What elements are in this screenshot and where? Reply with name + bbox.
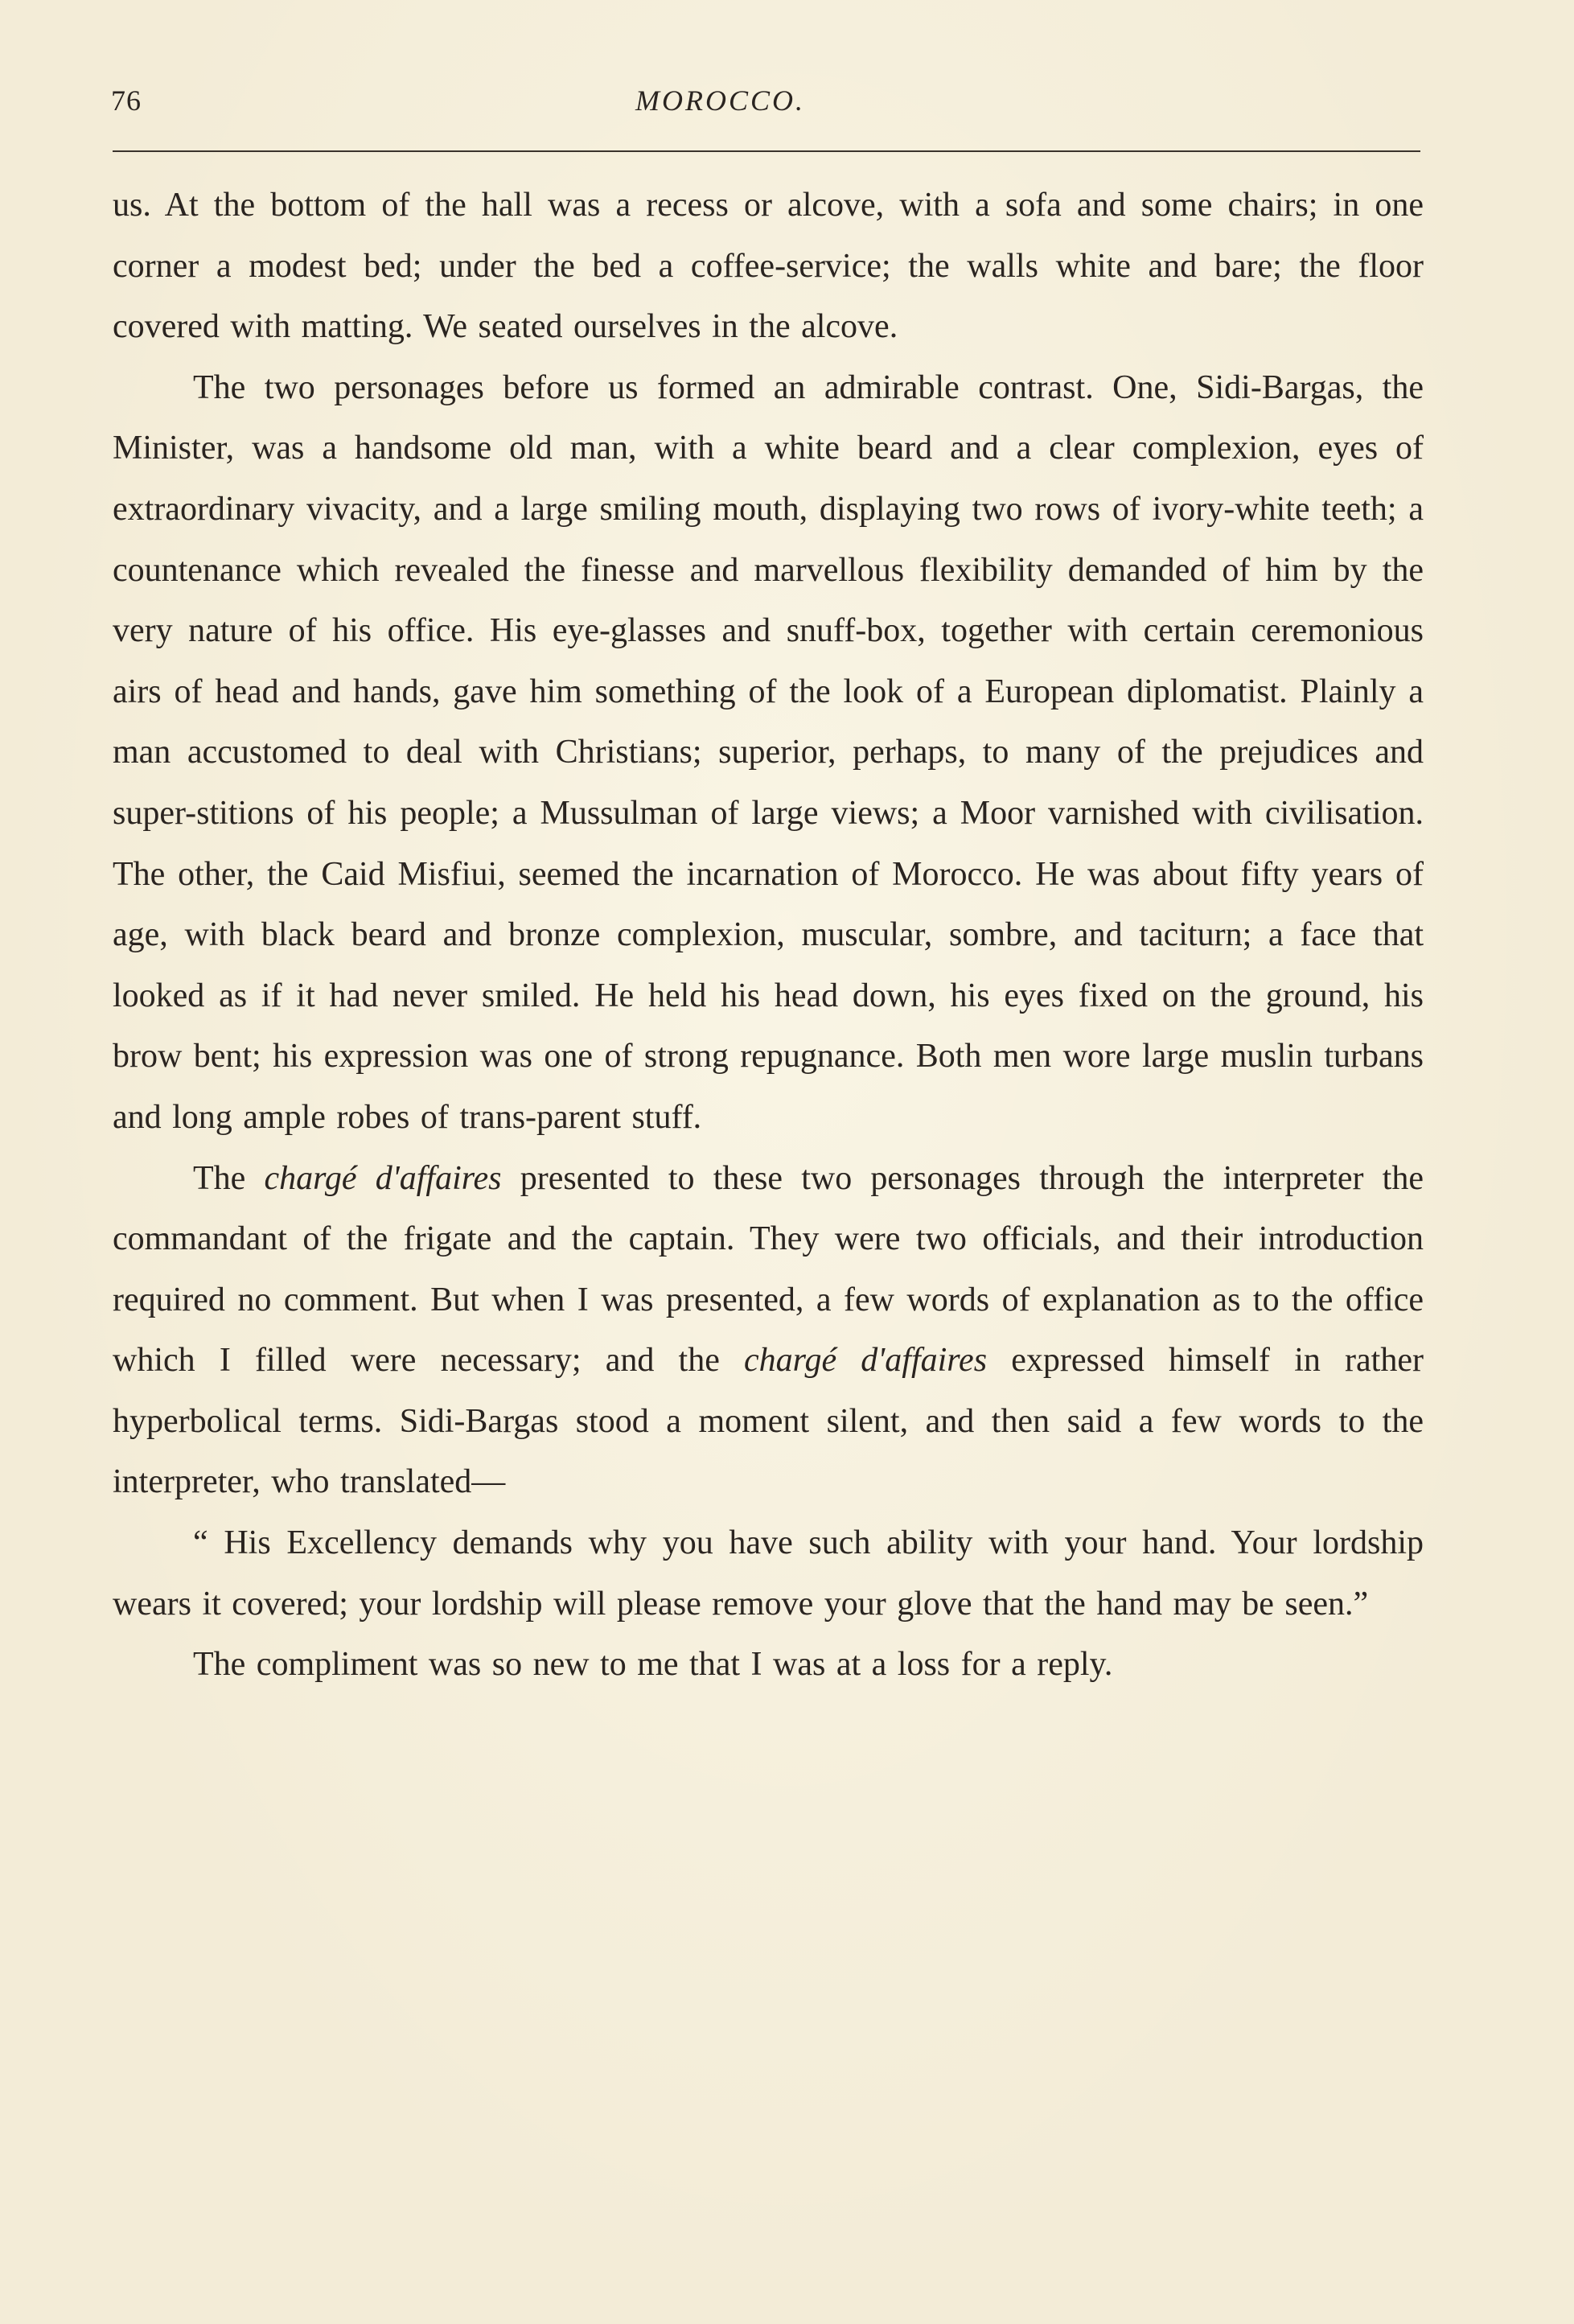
paragraph-4 (113, 1513, 1424, 1635)
paragraph-2 (113, 358, 1424, 1149)
paragraph-5-text: The compliment was so new to me that I was at a loss for a reply. (193, 1646, 1113, 1684)
paragraph-3 (113, 1149, 1424, 1514)
paragraph-1-text: us. At the bottom of the hall was a recess or alcove, with a sofa and some chairs; in one corner a modest bed; under the bed a coffee-service; the walls white and bare; the floor covered with matting. We seated ourselves in the alcove. (113, 187, 1424, 346)
page-number: 76 (111, 84, 142, 117)
paragraph-2-text: The two personages before us formed an admirable contrast. One, Sidi-Bargas, the Minister, was a handsome old man, with a white beard and a clear complexion, eyes of extraordinary vivacity, and a large smiling mouth, displaying two rows of ivory-white teeth; a countenance which revealed the finesse and marvellous flexibility demanded of him by the very nature of his office. His eye-glasses and snuff-box, together with certain ceremonious airs of head and hands, gave him something of the look of a European diplomatist. Plainly a man accustomed to deal with Christians; superior, perhaps, to many of the prejudices and super-stitions of his people; a Mussulman of large views; a Moor varnished with civilisation. The other, the Caid Misfiui, seemed the incarnation of Morocco. He was about fifty years of age, with black beard and bronze complexion, muscular, sombre, and taciturn; a face that looked as if it had never smiled. He held his head down, his eyes fixed on the ground, his brow bent; his expression was one of strong repugnance. Both men wore large muslin turbans and long ample robes of trans-parent stuff. (113, 368, 1424, 1136)
running-title: MOROCCO. (635, 84, 805, 117)
paragraph-3-italic-a: chargé d'affaires (264, 1159, 502, 1197)
paragraph-1 (113, 175, 1424, 358)
paragraph-4-text: “ His Excellency demands why you have such ability with your hand. Your lordship wears it covered; your lordship will please remove your glove that the hand may be seen.” (113, 1524, 1424, 1623)
running-head (111, 84, 1422, 132)
paragraph-3-text-a: The (193, 1159, 265, 1197)
header-rule (113, 150, 1420, 152)
paragraph-5 (113, 1635, 1424, 1696)
body-text (113, 175, 1424, 1696)
paragraph-3-italic-b: chargé d'affaires (744, 1342, 988, 1380)
paragraph-3-text-b: presented to these two personages through the interpreter the commandant of the frigate and the captain. They were two officials, and their introduction required no comment. But when I was presented, a few words of explanation as to the office which I filled were necessary; and the (113, 1159, 1424, 1380)
paragraph-3-text-c: expressed himself in rather hyperbolical terms. Sidi-Bargas stood a moment silent, and then said a few words to the interpreter, who translated— (113, 1342, 1424, 1501)
